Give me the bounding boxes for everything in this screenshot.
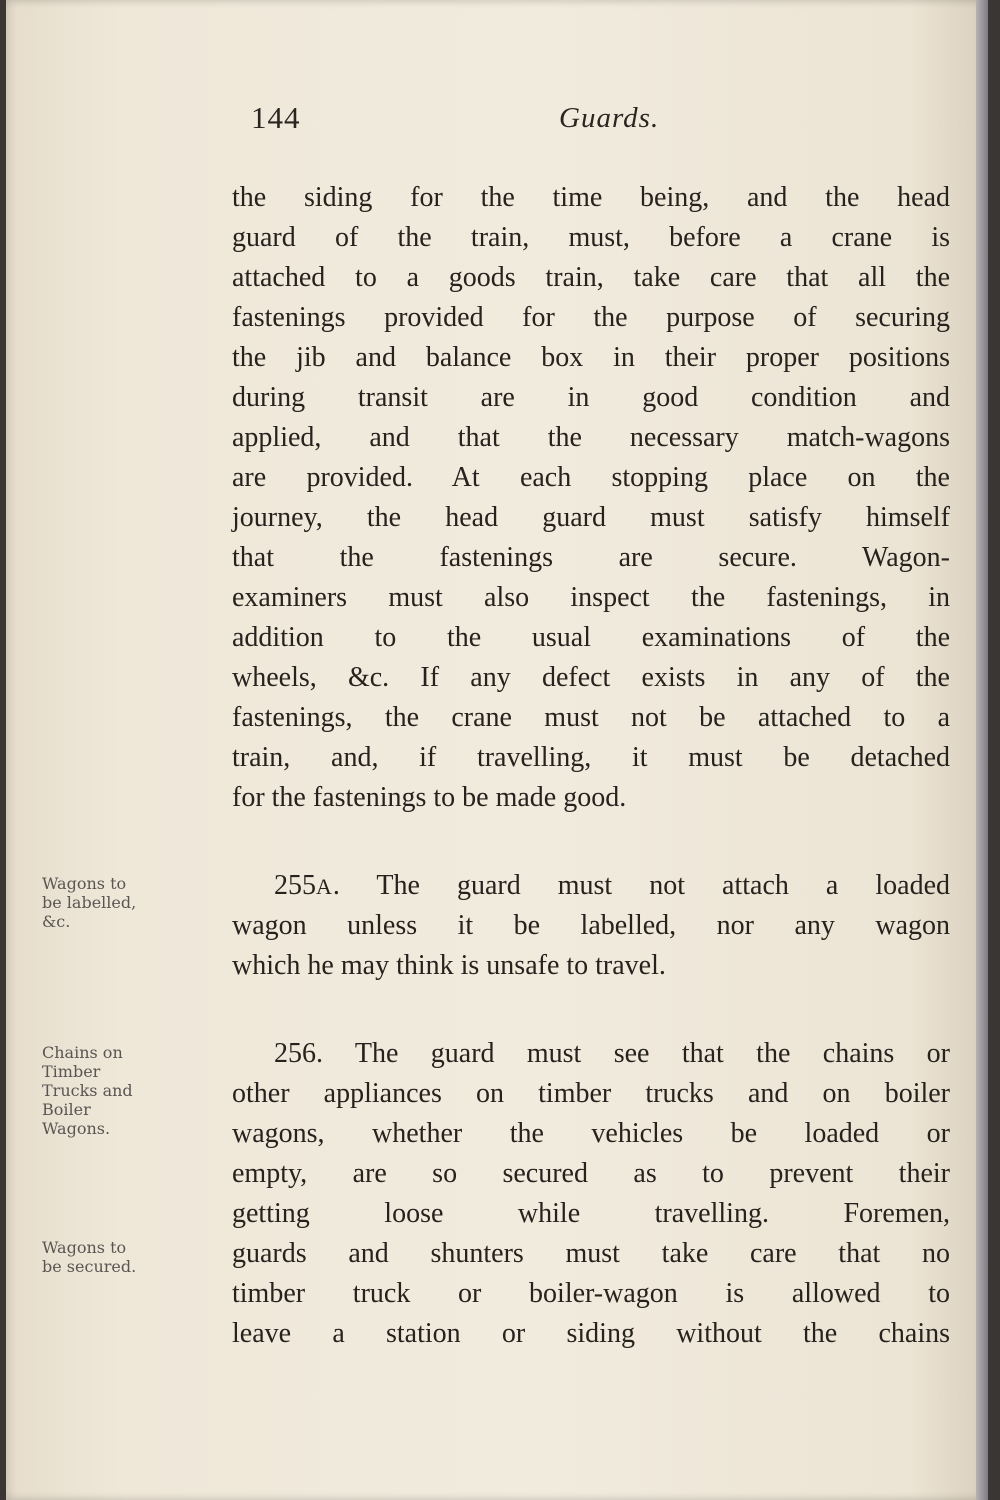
margin-note-line: &c.	[42, 912, 71, 931]
text-line: . The guard must not attach a loaded	[332, 870, 950, 901]
text-line: guards and shunters must take care that no	[232, 1238, 950, 1269]
text-line: wheels, &c. If any defect exists in any of the	[232, 662, 950, 693]
paragraph-number: 255	[274, 870, 316, 901]
text-line: wagons, whether the vehicles be loaded or	[232, 1118, 950, 1149]
text-line: 256. The guard must see that the chains or	[274, 1038, 950, 1069]
margin-note-line: Wagons to	[42, 874, 127, 893]
text-line: leave a station or siding without the chains	[232, 1318, 950, 1349]
text-line: during transit are in good condition and	[232, 382, 950, 413]
text-line: are provided. At each stopping place on the	[232, 462, 950, 493]
text-line: attached to a goods train, take care that all the	[232, 262, 950, 293]
text-line: that the fastenings are secure. Wagon-	[232, 542, 950, 573]
margin-note-line: Trucks and	[42, 1081, 133, 1100]
paragraph-continued	[232, 178, 950, 818]
text-line: timber truck or boiler-wagon is allowed to	[232, 1278, 950, 1309]
text-line: which he may think is unsafe to travel.	[232, 950, 666, 981]
text-line: examiners must also inspect the fastenings, in	[232, 582, 950, 613]
running-head: Guards.	[559, 102, 660, 134]
margin-note-line: be secured.	[42, 1257, 137, 1276]
page-header	[6, 100, 988, 150]
margin-note-wagons-secured	[42, 1238, 192, 1276]
text-line: the siding for the time being, and the head	[232, 182, 950, 213]
text-line: applied, and that the necessary match-wagons	[232, 422, 950, 453]
text-line: fastenings, the crane must not be attached to a	[232, 702, 950, 733]
margin-note-chains-timber	[42, 1043, 192, 1138]
margin-note-line: Wagons.	[42, 1119, 111, 1138]
margin-note-line: be labelled,	[42, 893, 137, 912]
text-line: the jib and balance box in their proper positions	[232, 342, 950, 373]
text-line: for the fastenings to be made good.	[232, 782, 627, 813]
margin-note-line: Wagons to	[42, 1238, 127, 1257]
paragraph-number-suffix: A	[316, 874, 333, 899]
book-page	[6, 0, 988, 1500]
text-line: getting loose while travelling. Foremen,	[232, 1198, 950, 1229]
text-line: guard of the train, must, before a crane is	[232, 222, 950, 253]
text-line: other appliances on timber trucks and on boiler	[232, 1078, 950, 1109]
margin-note-line: Timber	[42, 1062, 101, 1081]
page-number: 144	[251, 100, 301, 135]
margin-note-line: Chains on	[42, 1043, 123, 1062]
text-line: journey, the head guard must satisfy himself	[232, 502, 950, 533]
text-line: addition to the usual examinations of the	[232, 622, 950, 653]
text-line: wagon unless it be labelled, nor any wagon	[232, 910, 950, 941]
margin-note-wagons-labelled	[42, 874, 192, 931]
paragraph-256	[232, 1034, 950, 1354]
text-line: fastenings provided for the purpose of securing	[232, 302, 950, 333]
paragraph-255a-first-line	[232, 866, 950, 906]
margin-note-line: Boiler	[42, 1100, 91, 1119]
paragraph-255a	[232, 866, 950, 986]
page-edge	[976, 0, 988, 1500]
text-line: empty, are so secured as to prevent their	[232, 1158, 950, 1189]
text-line: train, and, if travelling, it must be detached	[232, 742, 950, 773]
